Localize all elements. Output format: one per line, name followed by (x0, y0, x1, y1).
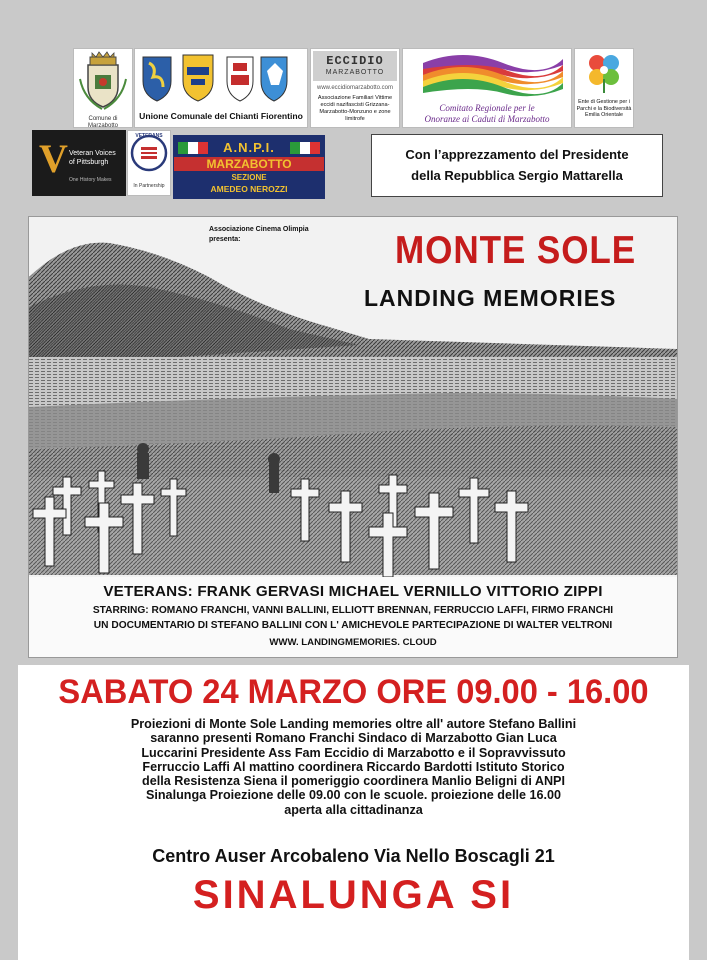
poster-title: MONTE SOLE (395, 229, 637, 272)
clover-icon (575, 49, 633, 97)
poster-website: WWW. LANDINGMEMORIES. CLOUD (269, 637, 437, 648)
event-desc-line: Proiezioni di Monte Sole Landing memories oltre all' autore Stefano Ballini (130, 717, 577, 731)
veterans-partnership-label: In Partnership (133, 183, 165, 189)
mattarella-box (371, 134, 663, 197)
eccidio-caption: Associazione Familiari Vittime eccidi nazifascisti Grizzana-Marzabotto-Monzuno e zone limitrofe (317, 95, 393, 122)
event-city: SINALUNGA SI (192, 873, 515, 917)
chianti-caption: Unione Comunale del Chianti Fiorentino (139, 111, 303, 121)
eccidio-title: ECCIDIO (326, 54, 384, 68)
parchi-caption: Ente di Gestione per i Parchi e la Biodiversità Emilia Orientale (576, 99, 632, 119)
anpi-title: A.N.P.I. (223, 140, 275, 155)
event-description (24, 717, 683, 817)
logo-comune-marzabotto (73, 48, 133, 128)
poster-subtitle: LANDING MEMORIES (364, 285, 617, 311)
film-poster (28, 216, 678, 658)
mattarella-line-1: Con l’apprezzamento del Presidente (405, 147, 629, 162)
poster-association-line-1: Associazione Cinema Olimpia (209, 226, 309, 233)
logo-veterans-partnership (127, 130, 171, 196)
event-date: SABATO 24 MARZO ORE 09.00 - 16.00 (58, 673, 649, 711)
poster-association (209, 225, 309, 245)
poster-veterans: VETERANS: FRANK GERVASI MICHAEL VERNILLO VITTORIO ZIPPI (103, 583, 603, 600)
event-desc-line: della Resistenza Siena il pomeriggio coordinera Manlio Beligni di ANPI (142, 774, 565, 789)
anpi-name: AMEDEO NEROZZI (210, 184, 288, 194)
event-venue: Centro Auser Arcobaleno Via Nello Boscagli 21 (152, 846, 555, 866)
poster-association-line-2: presenta: (209, 236, 241, 243)
eccidio-url: www.eccidiomarzabotto.com (316, 85, 394, 91)
veteran-voices-letter: V (39, 136, 68, 181)
logo-anpi (173, 135, 325, 199)
event-desc-line: aperta alla cittadinanza (284, 802, 423, 817)
event-desc-line: saranno presenti Romano Franchi Sindaco di Marzabotto Gian Luca (150, 731, 557, 746)
event-desc-line: Luccarini Presidente Ass Fam Eccidio di Marzabotto e il Sopravvissuto (141, 745, 566, 760)
event-desc-line: Ferruccio Laffi Al mattino coordinera Riccardo Bardotti Istituto Storico (142, 759, 565, 774)
anpi-city: MARZABOTTO (174, 157, 324, 171)
anpi-section: SEZIONE (231, 173, 267, 182)
logo-eccidio-marzabotto (310, 48, 400, 128)
event-info (18, 665, 689, 960)
veterans-badge-label: VETERANS (135, 133, 163, 139)
logo-veteran-voices (32, 130, 126, 196)
rainbow-flag-icon (403, 49, 571, 99)
mattarella-line-2: della Repubblica Sergio Mattarella (411, 168, 623, 183)
event-desc-line: Sinalunga Proiezione delle 09.00 con le scuole. proiezione delle 16.00 (145, 788, 562, 803)
veteran-voices-tagline: One History Makes (69, 177, 112, 183)
logo-unione-chianti (134, 48, 308, 128)
veteran-voices-caption: Veteran Voices of Pittsburgh (69, 150, 116, 166)
marzabotto-crest-icon (74, 49, 132, 115)
eccidio-banner (313, 51, 397, 81)
marzabotto-caption: Comune di Marzabotto (87, 116, 118, 128)
comitato-caption: Comitato Regionale per le Onoranze ai Caduti di Marzabotto (424, 103, 550, 124)
logo-comitato-regionale (402, 48, 572, 128)
eccidio-sub: MARZABOTTO (325, 69, 385, 76)
chianti-crests-icon (135, 49, 307, 107)
poster-starring: STARRING: ROMANO FRANCHI, VANNI BALLINI, ELLIOTT BRENNAN, FERRUCCIO LAFFI, FIRMO FRANCHI (92, 605, 614, 616)
logo-parchi (574, 48, 634, 128)
poster-documentary: UN DOCUMENTARIO DI STEFANO BALLINI CON L' AMICHEVOLE PARTECIPAZIONE DI WALTER VELTRONI (93, 620, 613, 631)
